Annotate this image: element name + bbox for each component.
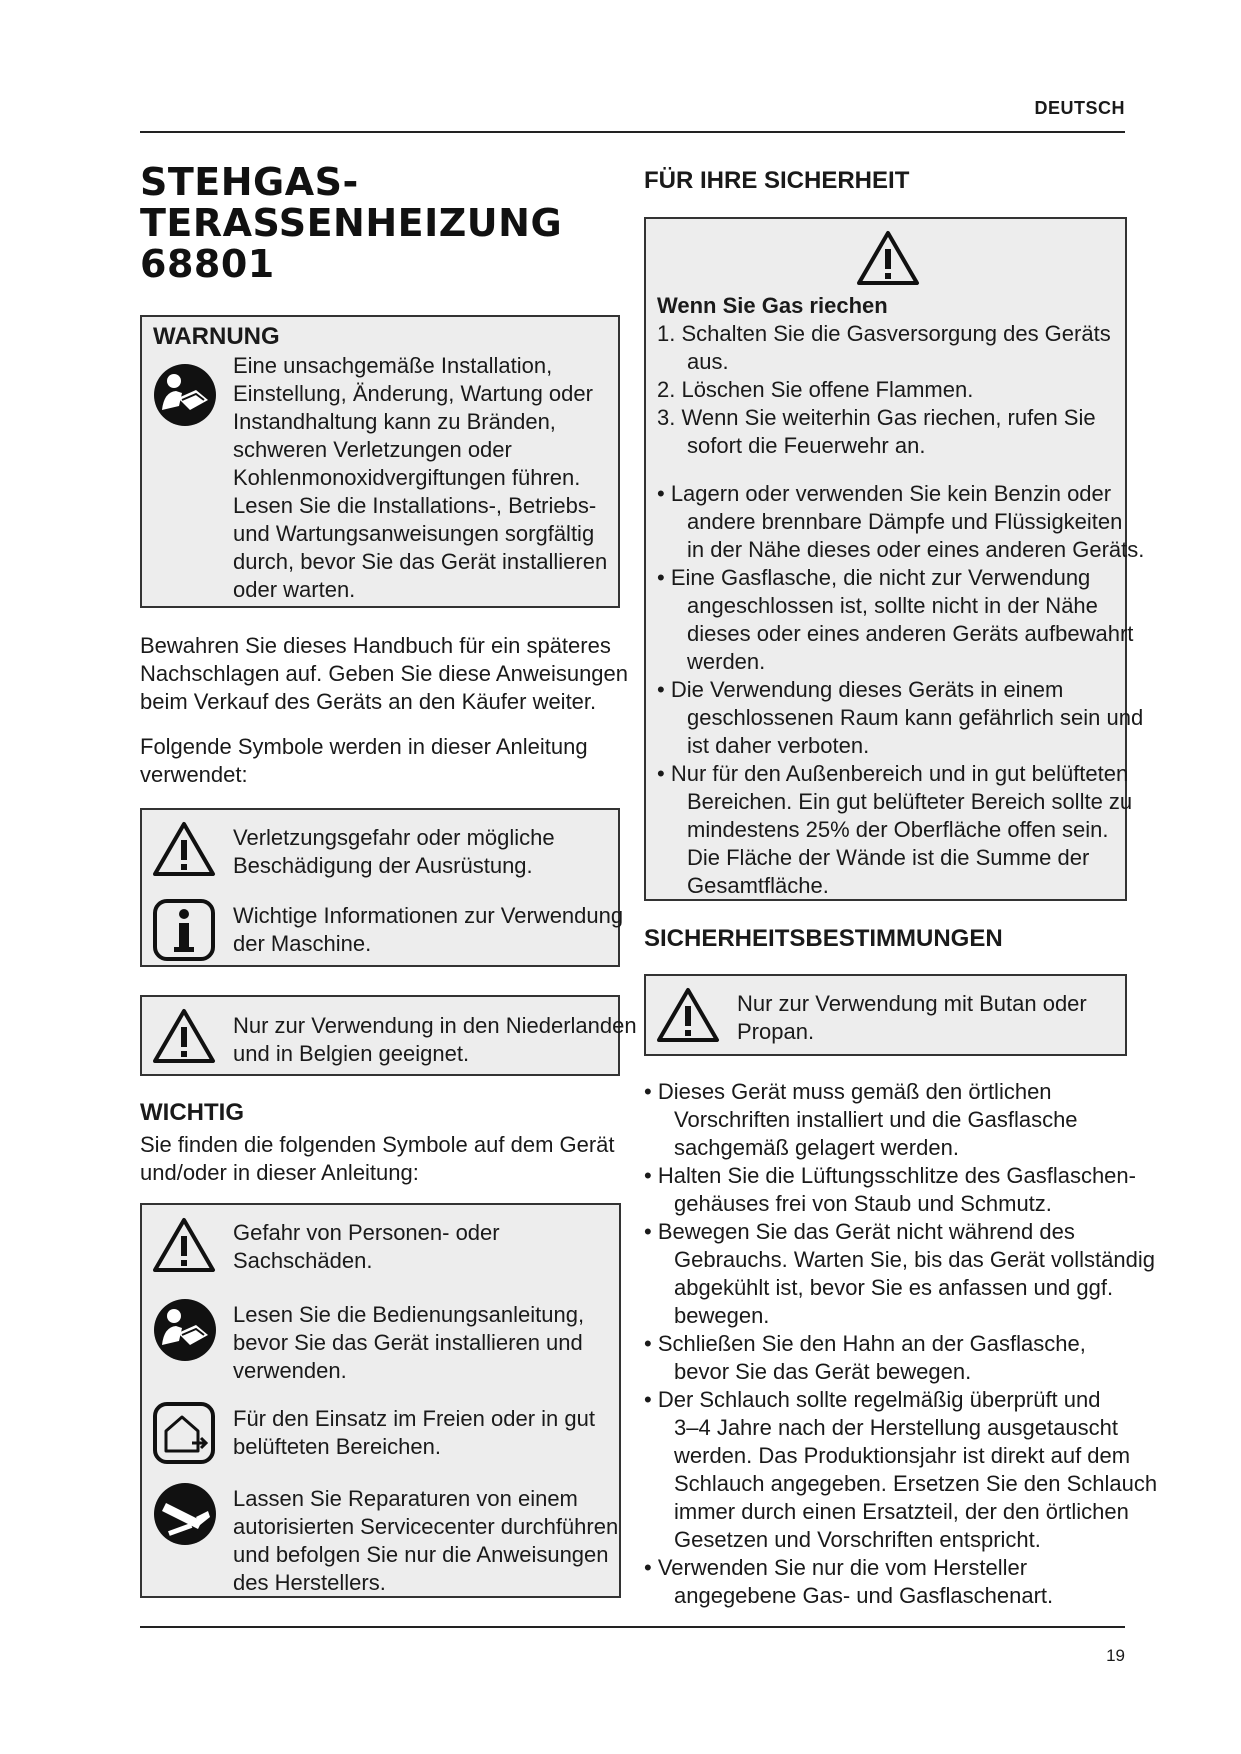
warning-line: Lesen Sie die Installations-, Betriebs- xyxy=(233,493,597,518)
safety-bullet-cont: Die Fläche der Wände ist die Summe der xyxy=(687,845,1090,870)
title-line-3: 68801 xyxy=(140,242,275,286)
gas-smell-heading: Wenn Sie Gas riechen xyxy=(657,293,888,318)
symbol-line: Für den Einsatz im Freien oder in gut xyxy=(233,1406,595,1431)
paragraph-line: Bewahren Sie dieses Handbuch für ein späteres xyxy=(140,633,611,658)
symbols-box xyxy=(140,808,624,967)
regulation-item: • Der Schlauch sollte regelmäßig überprüft und xyxy=(644,1387,1101,1412)
safety-bullet: • Die Verwendung dieses Geräts in einem xyxy=(657,677,1064,702)
page-title xyxy=(140,162,610,285)
step-1: 1. Schalten Sie die Gasversorgung des Geräts xyxy=(657,321,1111,346)
regulation-item-cont: sachgemäß gelagert werden. xyxy=(674,1135,959,1160)
footer-rule xyxy=(140,1626,1125,1628)
safety-bullet-cont: dieses oder eines anderen Geräts aufbewahrt xyxy=(687,621,1134,646)
warning-line: durch, bevor Sie das Gerät installieren xyxy=(233,549,608,574)
keep-manual-paragraph xyxy=(140,632,628,716)
safety-bullet-cont: mindestens 25% der Oberfläche offen sein. xyxy=(687,817,1109,842)
device-symbols-box xyxy=(140,1203,621,1598)
repair-text xyxy=(233,1485,619,1597)
info-icon xyxy=(152,898,216,969)
wichtig-paragraph xyxy=(140,1131,615,1187)
regulation-item-cont: Vorschriften installiert und die Gasflasche xyxy=(674,1107,1078,1132)
regulation-item: • Halten Sie die Lüftungsschlitze des Gasflaschen- xyxy=(644,1163,1136,1188)
safety-bullet-cont: werden. xyxy=(687,649,766,674)
butane-text xyxy=(737,990,1119,1046)
symbol-line: und befolgen Sie nur die Anweisungen xyxy=(233,1542,609,1567)
symbol-line: Beschädigung der Ausrüstung. xyxy=(233,853,533,878)
paragraph-line: Sie finden die folgenden Symbole auf dem Gerät xyxy=(140,1132,615,1157)
title-line-2: TERASSENHEIZUNG xyxy=(140,201,563,245)
warning-line: Einstellung, Änderung, Wartung oder xyxy=(233,381,593,406)
warning-triangle-icon xyxy=(656,986,720,1051)
language-label: DEUTSCH xyxy=(1034,98,1125,118)
paragraph-line: beim Verkauf des Geräts an den Käufer weiter. xyxy=(140,689,597,714)
butane-box xyxy=(644,974,1127,1056)
outdoor-use-icon xyxy=(152,1401,216,1472)
warning-line: Kohlenmonoxidvergiftungen führen. xyxy=(233,465,581,490)
step-1-cont: aus. xyxy=(687,349,729,374)
warning-line: Eine unsachgemäße Installation, xyxy=(233,353,553,378)
outdoor-text xyxy=(233,1405,613,1461)
safety-heading: FÜR IHRE SICHERHEIT xyxy=(644,167,910,194)
regulation-item-cont: bewegen. xyxy=(674,1303,770,1328)
regulation-item-cont: werden. Das Produktionsjahr ist direkt auf dem xyxy=(674,1443,1131,1468)
symbol-line: Gefahr von Personen- oder xyxy=(233,1220,500,1245)
warning-line: Instandhaltung kann zu Bränden, xyxy=(233,409,556,434)
step-2: 2. Löschen Sie offene Flammen. xyxy=(657,377,974,402)
symbol-info-text xyxy=(233,902,624,958)
danger-text xyxy=(233,1219,613,1275)
safety-bullet-cont: geschlossenen Raum kann gefährlich sein und xyxy=(687,705,1144,730)
warning-line: und Wartungsanweisungen sorgfältig xyxy=(233,521,595,546)
warning-line: oder warten. xyxy=(233,577,356,602)
safety-bullet-cont: angeschlossen ist, sollte nicht in der Nähe xyxy=(687,593,1098,618)
wichtig-heading: WICHTIG xyxy=(140,1099,244,1126)
safety-bullet-cont: in der Nähe dieses oder eines anderen Geräts. xyxy=(687,537,1145,562)
paragraph-line: Folgende Symbole werden in dieser Anleitung xyxy=(140,734,588,759)
safety-bullet: • Nur für den Außenbereich und in gut belüfteten xyxy=(657,761,1129,786)
regulation-item-cont: Gesetzen und Vorschriften entspricht. xyxy=(674,1527,1041,1552)
gas-smell-list xyxy=(657,292,1144,900)
regulation-item-cont: gehäuses frei von Staub und Schmutz. xyxy=(674,1191,1052,1216)
symbol-line: belüfteten Bereichen. xyxy=(233,1434,441,1459)
safety-bullet: • Eine Gasflasche, die nicht zur Verwendung xyxy=(657,565,1091,590)
warning-box xyxy=(140,315,620,608)
symbol-line: autorisierten Servicecenter durchführen xyxy=(233,1514,619,1539)
symbol-line: verwenden. xyxy=(233,1358,347,1383)
symbol-line: Lassen Sie Reparaturen von einem xyxy=(233,1486,578,1511)
regulation-item-cont: abgekühlt ist, bevor Sie es anfassen und ggf. xyxy=(674,1275,1114,1300)
regulation-item: • Bewegen Sie das Gerät nicht während des xyxy=(644,1219,1075,1244)
step-3: 3. Wenn Sie weiterhin Gas riechen, rufen Sie xyxy=(657,405,1096,430)
manual-text xyxy=(233,1301,613,1385)
repair-service-icon xyxy=(152,1481,218,1554)
safety-bullet-cont: Gesamtfläche. xyxy=(687,873,829,898)
paragraph-line: verwendet: xyxy=(140,762,248,787)
regulation-item-cont: Gebrauchs. Warten Sie, bis das Gerät vollständig xyxy=(674,1247,1155,1272)
warning-heading: WARNUNG xyxy=(153,323,280,350)
safety-bullet-cont: Bereichen. Ein gut belüfteter Bereich sollte zu xyxy=(687,789,1133,814)
warning-line: schweren Verletzungen oder xyxy=(233,437,512,462)
read-manual-icon xyxy=(152,1297,218,1370)
warning-text xyxy=(233,352,612,604)
paragraph-line: und/oder in dieser Anleitung: xyxy=(140,1160,419,1185)
regulation-item-cont: 3–4 Jahre nach der Herstellung ausgetauscht xyxy=(674,1415,1118,1440)
notice-line: und in Belgien geeignet. xyxy=(233,1041,470,1066)
safety-box xyxy=(644,217,1145,901)
symbol-line: Lesen Sie die Bedienungsanleitung, xyxy=(233,1302,585,1327)
country-notice-text xyxy=(233,1012,637,1068)
regulation-item-cont: bevor Sie das Gerät bewegen. xyxy=(674,1359,972,1384)
paragraph-line: Nachschlagen auf. Geben Sie diese Anweisungen xyxy=(140,661,629,686)
regulation-item: • Dieses Gerät muss gemäß den örtlichen xyxy=(644,1079,1052,1104)
warning-triangle-icon xyxy=(152,820,216,885)
warning-triangle-icon xyxy=(152,1007,216,1072)
country-notice-box xyxy=(140,995,637,1076)
regulations-list xyxy=(644,1078,1157,1610)
title-line-1: STEHGAS- xyxy=(140,160,359,204)
notice-line: Propan. xyxy=(737,1019,815,1044)
symbol-line: Verletzungsgefahr oder mögliche xyxy=(233,825,555,850)
safety-bullet-cont: andere brennbare Dämpfe und Flüssigkeiten xyxy=(687,509,1123,534)
notice-line: Nur zur Verwendung in den Niederlanden xyxy=(233,1013,637,1038)
symbols-intro-paragraph xyxy=(140,733,588,789)
symbol-line: des Herstellers. xyxy=(233,1570,386,1595)
step-3-cont: sofort die Feuerwehr an. xyxy=(687,433,926,458)
regulation-item: • Schließen Sie den Hahn an der Gasflasche, xyxy=(644,1331,1086,1356)
safety-bullet-cont: ist daher verboten. xyxy=(687,733,870,758)
danger-triangle-icon xyxy=(152,1216,216,1281)
regulations-heading: SICHERHEITSBESTIMMUNGEN xyxy=(644,925,1003,952)
symbol-line: Wichtige Informationen zur Verwendung xyxy=(233,903,624,928)
page-number: 19 xyxy=(1106,1646,1125,1665)
gas-warning-triangle-icon xyxy=(856,229,920,294)
symbol-warning-text xyxy=(233,824,612,880)
header-rule xyxy=(140,131,1125,133)
symbol-line: bevor Sie das Gerät installieren und xyxy=(233,1330,583,1355)
symbol-line: der Maschine. xyxy=(233,931,372,956)
safety-bullet: • Lagern oder verwenden Sie kein Benzin oder xyxy=(657,481,1112,506)
symbol-line: Sachschäden. xyxy=(233,1248,373,1273)
regulation-item-cont: angegebene Gas- und Gasflaschenart. xyxy=(674,1583,1054,1608)
regulation-item-cont: Schlauch angegeben. Ersetzen Sie den Schlauch xyxy=(674,1471,1158,1496)
regulation-item-cont: immer durch einen Ersatzteil, der den örtlichen xyxy=(674,1499,1129,1524)
read-manual-icon xyxy=(152,362,218,435)
regulation-item: • Verwenden Sie nur die vom Hersteller xyxy=(644,1555,1028,1580)
notice-line: Nur zur Verwendung mit Butan oder xyxy=(737,991,1087,1016)
